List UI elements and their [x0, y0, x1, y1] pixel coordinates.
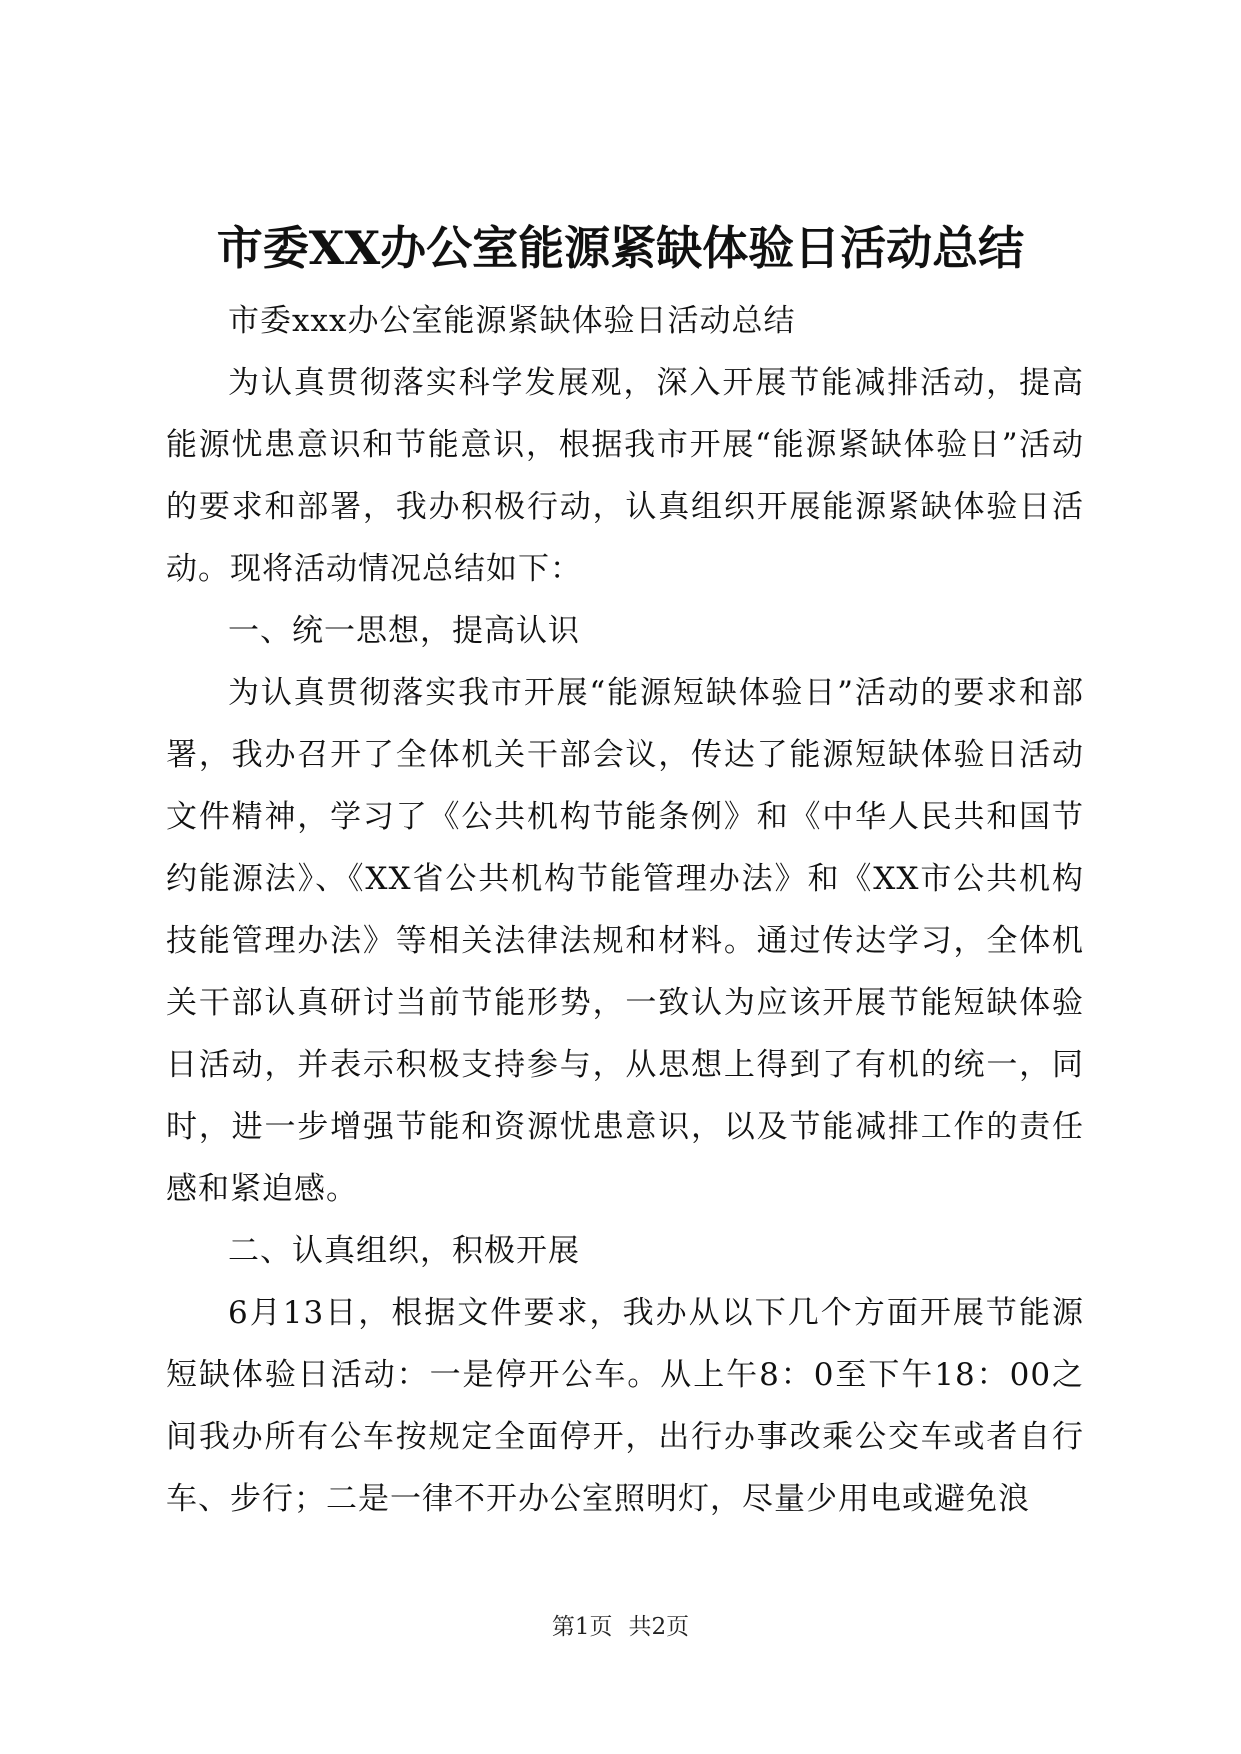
page-number-total: 共2页 [628, 1614, 690, 1640]
page-footer [0, 1612, 1241, 1642]
paragraph-section-2: 6月13日，根据文件要求，我办从以下几个方面开展节能源短缺体验日活动：一是停开公车。从上午8：0至下午18：00之间我办所有公车按规定全面停开，出行办事改乘公交车或者自行车、步行；二是一律不开办公室照明灯，尽量少用电或避免浪 [166, 1295, 1084, 1517]
paragraph-subtitle: 市委xxx办公室能源紧缺体验日活动总结 [228, 303, 796, 339]
paragraph-section-1: 为认真贯彻落实我市开展“能源短缺体验日”活动的要求和部署，我办召开了全体机关干部会议，传达了能源短缺体验日活动文件精神，学习了《公共机构节能条例》和《中华人民共和国节约能源法》、《XX省公共机构节能管理办法》和《XX市公共机构技能管理办法》等相关法律法规和材料。通过传达学习，全体机关干部认真研讨当前节能形势，一致认为应该开展节能短缺体验日活动，并表示积极支持参与，从思想上得到了有机的统一，同时，进一步增强节能和资源忧患意识，以及节能减排工作的责任感和紧迫感。 [166, 675, 1084, 1207]
paragraph-intro: 为认真贯彻落实科学发展观，深入开展节能减排活动，提高能源忧患意识和节能意识，根据我市开展“能源紧缺体验日”活动的要求和部署，我办积极行动，认真组织开展能源紧缺体验日活动。现将活动情况总结如下： [166, 365, 1084, 587]
document-title: 市委XX办公室能源紧缺体验日活动总结 [216, 221, 1025, 275]
section-heading-1: 一、统一思想，提高认识 [228, 613, 580, 649]
document-body [166, 290, 1084, 1530]
section-heading-2: 二、认真组织，积极开展 [228, 1233, 580, 1269]
page-number-current: 第1页 [551, 1614, 613, 1640]
